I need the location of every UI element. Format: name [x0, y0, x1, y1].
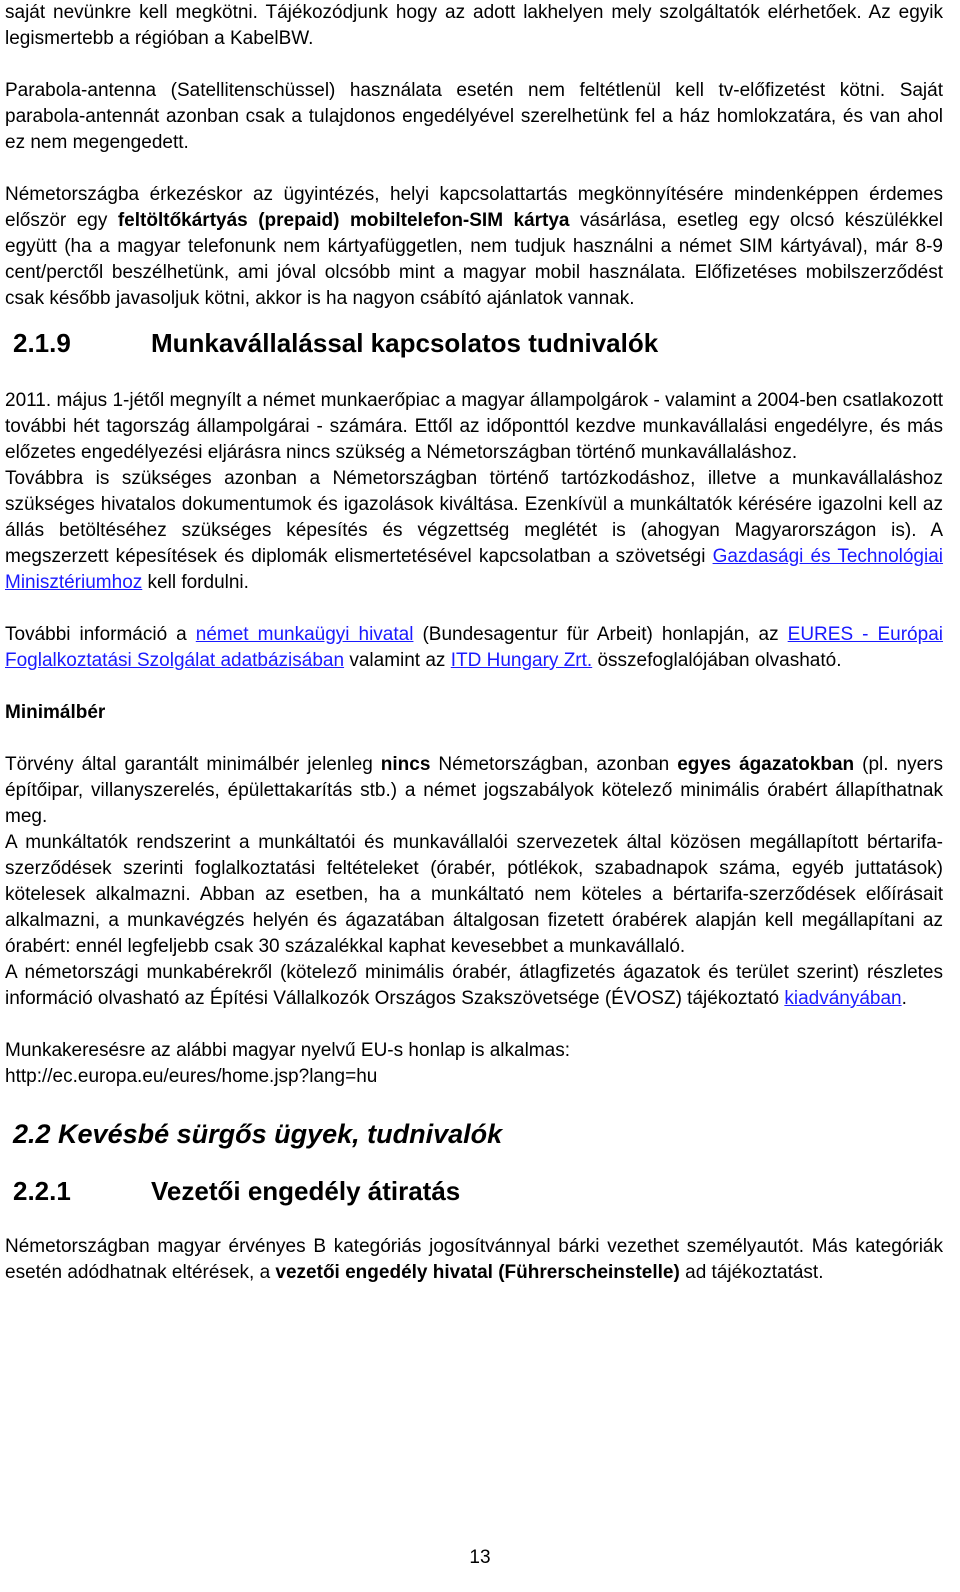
- spacer: [5, 52, 943, 78]
- paragraph-labor-market: 2011. május 1-jétől megnyílt a német munkaerőpiac a magyar állampolgárok - valamint a 2004-ben csatlakozott további hét tagország állampolgárai - számára. Ettől az időponttól kezdve munkavállalási engedélyre, és más előzetes engedélyezési eljárásra nincs szükség a Németországban történő munkavállaláshoz.: [5, 390, 943, 463]
- paragraph-mobile-sim: [5, 182, 943, 312]
- text-span: Továbbra is szükséges azonban a Németországban történő tartózkodáshoz, illetve a munkavállaláshoz szükséges hivatalos dokumentumok és igazolások kiváltása. Ezenkívül a munkáltatók kérésére igazolni kell az állás betöltéséhez szükséges képesítés és végzettség meglétét is (ahogyan Magyarországon is). A megszerzett képesítések és diplomák elismertetésével kapcsolatban a szövetségi: [5, 468, 943, 567]
- section-number: 2.2.1: [13, 1176, 71, 1206]
- page-number: 13: [469, 1547, 491, 1568]
- paragraph-further-info: [5, 622, 943, 674]
- paragraph-minimum-wage: [5, 752, 943, 830]
- bold-text: feltöltőkártyás (prepaid) mobiltelefon-SIM kártya: [117, 210, 570, 231]
- subheading-minimum-wage: Minimálbér: [5, 702, 106, 723]
- text-span: vásárlása, esetleg egy olcsó készülékkel együtt (ha a magyar telefonunk nem kártyafüggetlen, nem tudjuk használni a német SIM kártyával), már 8-9 cent/perctől beszélhetünk, ami jóval olcsóbb mint a magyar mobil használata. Előfizetéses mobilszerződést csak később javasoljuk kötni, akkor is ha nagyon csábító ajánlatok vannak.: [5, 210, 943, 309]
- text-span: Németországban, azonban: [430, 754, 678, 775]
- ministry-link[interactable]: Gazdasági és Technológiai Minisztériumhoz: [5, 546, 944, 593]
- spacer: [5, 1150, 943, 1176]
- spacer: [5, 358, 943, 388]
- text-span: A németországi munkabérekről (kötelező minimális órabér, átlagfizetés ágazatok és terület szerint) részletes információ olvasható az Építési Vállalkozók Országos Szakszövetsége (ÉVOSZ) tájékoztató: [5, 962, 943, 1009]
- text-span: (pl. nyers építőipar, villanyszerelés, épülettakarítás stb.) a német jogszabályok kötelező minimális órabért állapíthatnak meg.: [5, 754, 943, 827]
- spacer: [5, 1090, 943, 1118]
- paragraph-driving-license: [5, 1234, 943, 1286]
- section-title: Munkavállalással kapcsolatos tudnivalók: [151, 328, 659, 358]
- paragraph-satellite-dish: Parabola-antenna (Satellitenschüssel) használata esetén nem feltétlenül kell tv-előfizetést kötni. Saját parabola-antennát azonban csak a tulajdonos engedélyével szerelhetünk fel a ház homlokzatára, és van ahol ez nem megengedett.: [5, 80, 943, 153]
- paragraph-job-search: [5, 1038, 943, 1090]
- section-heading-2-1-9: [5, 328, 943, 358]
- text-span: ad tájékoztatást.: [679, 1262, 824, 1283]
- itd-hungary-link[interactable]: ITD Hungary Zrt.: [450, 650, 593, 671]
- text-span: További információ a: [5, 624, 196, 645]
- spacer: [5, 312, 943, 328]
- text-span: összefoglalójában olvasható.: [592, 650, 842, 671]
- spacer: [5, 156, 943, 182]
- text-span: Munkakeresésre az alábbi magyar nyelvű EU-s honlap is alkalmas:: [5, 1040, 570, 1061]
- section-number: 2.1.9: [13, 328, 71, 358]
- eures-url-text: http://ec.europa.eu/eures/home.jsp?lang=hu: [5, 1066, 378, 1087]
- spacer: [5, 596, 943, 622]
- publication-link[interactable]: kiadványában: [784, 988, 902, 1009]
- spacer: [5, 674, 943, 700]
- text-span: .: [901, 988, 907, 1009]
- spacer: [5, 1012, 943, 1038]
- labor-office-link[interactable]: német munkaügyi hivatal: [195, 624, 414, 645]
- text-span: Németországba érkezéskor az ügyintézés, helyi kapcsolattartás megkönnyítésére mindenképpen érdemes először egy: [5, 184, 943, 231]
- bold-text: nincs: [380, 754, 431, 775]
- paragraph-documents: [5, 466, 943, 596]
- section-title: Vezetői engedély átiratás: [151, 1176, 461, 1206]
- section-heading-2-2-1: [5, 1176, 943, 1206]
- spacer: [5, 726, 943, 752]
- text-span: Németországban magyar érvényes B kategóriás jogosítvánnyal bárki vezethet személyautót. Más kategóriák esetén adódhatnak eltérések, a: [5, 1236, 943, 1283]
- text-span: Törvény által garantált minimálbér jelenleg: [5, 754, 381, 775]
- paragraph-cable-tv: saját nevünkre kell megkötni. Tájékozódjunk hogy az adott lakhelyen mely szolgáltatók elérhetőek. Az egyik legismertebb a régióban a KabelBW.: [5, 2, 943, 49]
- bold-text: vezetői engedély hivatal (Führerscheinstelle): [275, 1262, 680, 1283]
- paragraph-evosz: [5, 960, 943, 1012]
- text-span: (Bundesagentur für Arbeit) honlapján, az: [413, 624, 788, 645]
- paragraph-tariff-agreements: A munkáltatók rendszerint a munkáltatói és munkavállalói szervezetek által közösen megállapított bértarifa-szerződések szerinti foglalkoztatási feltételeket (órabér, pótlékok, szabadnapok száma, egyéb juttatások) kötelesek alkalmazni. Abban az esetben, ha a munkáltató nem köteles a bértarifa-szerződések előírásait alkalmazni, a munkavégzés helyén és ágazatában általgosan fizetett órabérek alapján kell megállapítani az órabért: ennél legfeljebb csak 30 százalékkal kaphat kevesebbet a munkavállaló.: [5, 832, 943, 957]
- eures-link[interactable]: EURES - Európai Foglalkoztatási Szolgálat adatbázisában: [5, 624, 943, 671]
- document-page: [5, 0, 943, 1286]
- bold-text: egyes ágazatokban: [677, 754, 855, 775]
- spacer: [5, 1206, 943, 1234]
- text-span: kell fordulni.: [142, 572, 249, 593]
- section-heading-2-2: 2.2 Kevésbé sürgős ügyek, tudnivalók: [13, 1119, 503, 1149]
- text-span: valamint az: [344, 650, 451, 671]
